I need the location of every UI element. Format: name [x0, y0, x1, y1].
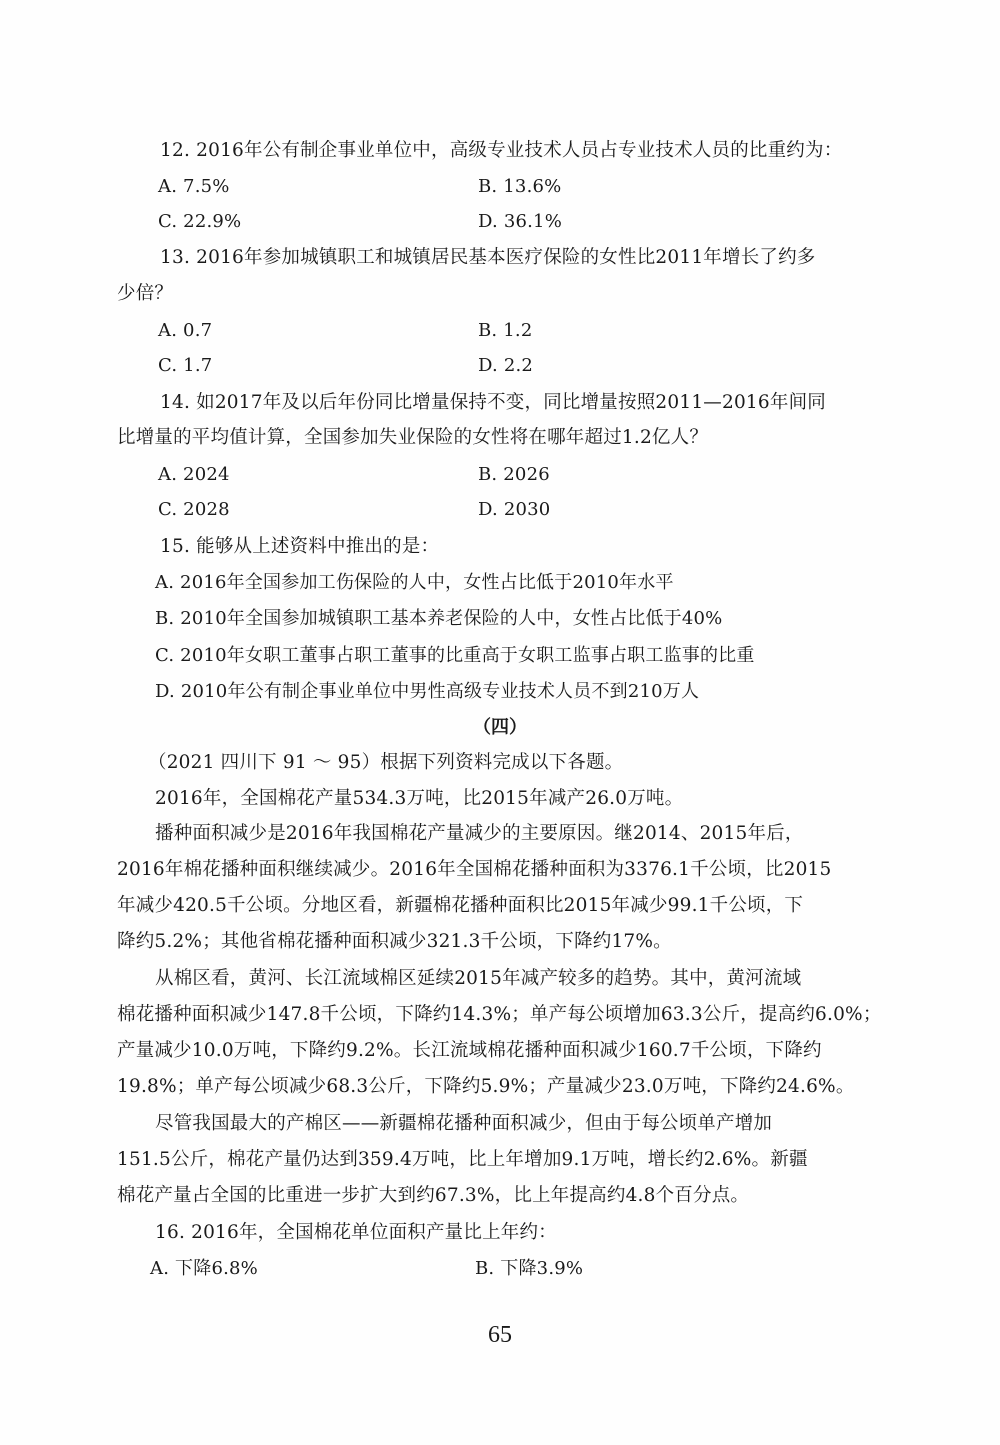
- question-stem-line: 能够从上述资料中推出的是：: [196, 536, 440, 557]
- question-14-stem-cont: 比增量的平均值计算，全国参加失业保险的女性将在哪年超过1.2亿人？: [117, 427, 709, 448]
- option-15-c[interactable]: C. 2010年女职工董事占职工董事的比重高于女职工监事占职工监事的比重: [155, 645, 755, 666]
- material-paragraph-1: 2016年，全国棉花产量534.3万吨，比2015年减产26.0万吨。: [155, 788, 684, 809]
- question-number: 15.: [160, 536, 191, 557]
- question-stem-line: 2016年公有制企事业单位中，高级专业技术人员占专业技术人员的比重约为：: [196, 140, 843, 161]
- section-intro: （2021 四川下 91 ～ 95）根据下列资料完成以下各题。: [148, 752, 624, 773]
- page-number: 65: [488, 1322, 512, 1348]
- question-15-stem: [160, 534, 439, 560]
- question-number: 12.: [160, 140, 191, 161]
- option-15-a[interactable]: A. 2016年全国参加工伤保险的人中，女性占比低于2010年水平: [155, 572, 674, 593]
- option-12-d[interactable]: D. 36.1%: [478, 211, 563, 232]
- option-14-c[interactable]: C. 2028: [158, 499, 230, 520]
- option-13-c[interactable]: C. 1.7: [158, 355, 213, 376]
- question-13-stem: [160, 245, 816, 271]
- question-12-stem: [160, 138, 842, 164]
- material-paragraph-2-line-2: 2016年棉花播种面积继续减少。2016年全国棉花播种面积为3376.1千公顷，比2015: [117, 859, 832, 880]
- section-title: （四）: [473, 717, 527, 738]
- option-13-d[interactable]: D. 2.2: [478, 355, 534, 376]
- material-paragraph-3-line-1: 从棉区看，黄河、长江流域棉区延续2015年减产较多的趋势。其中，黄河流域: [155, 968, 802, 989]
- material-paragraph-4-line-3: 棉花产量占全国的比重进一步扩大到约67.3%，比上年提高约4.8个百分点。: [117, 1185, 750, 1206]
- question-stem-line: 如2017年及以后年份同比增量保持不变，同比增量按照2011—2016年间同: [196, 392, 826, 413]
- question-number: 13.: [160, 247, 191, 268]
- option-12-c[interactable]: C. 22.9%: [158, 211, 242, 232]
- material-paragraph-3-line-2: 棉花播种面积减少147.8千公顷，下降约14.3%；单产每公顷增加63.3公斤，提高约6.0%；: [117, 1004, 882, 1025]
- material-paragraph-4-line-2: 151.5公斤，棉花产量仍达到359.4万吨，比上年增加9.1万吨，增长约2.6%。新疆: [117, 1149, 808, 1170]
- material-paragraph-3-line-4: 19.8%；单产每公顷减少68.3公斤，下降约5.9%；产量减少23.0万吨，下降约24.6%。: [117, 1076, 855, 1097]
- option-14-b[interactable]: B. 2026: [478, 464, 550, 485]
- material-paragraph-4-line-1: 尽管我国最大的产棉区——新疆棉花播种面积减少，但由于每公顷单产增加: [155, 1113, 773, 1134]
- option-15-b[interactable]: B. 2010年全国参加城镇职工基本养老保险的人中，女性占比低于40%: [155, 608, 723, 629]
- option-13-b[interactable]: B. 1.2: [478, 320, 533, 341]
- question-14-stem: [160, 390, 826, 416]
- option-15-d[interactable]: D. 2010年公有制企事业单位中男性高级专业技术人员不到210万人: [155, 681, 700, 702]
- option-16-b[interactable]: B. 下降3.9%: [475, 1258, 584, 1279]
- question-13-stem-cont: 少倍？: [117, 283, 174, 304]
- material-paragraph-2-line-1: 播种面积减少是2016年我国棉花产量减少的主要原因。继2014、2015年后，: [155, 823, 804, 844]
- material-paragraph-2-line-3: 年减少420.5千公顷。分地区看，新疆棉花播种面积比2015年减少99.1千公顷，下: [117, 895, 804, 916]
- material-paragraph-3-line-3: 产量减少10.0万吨，下降约9.2%。长江流域棉花播种面积减少160.7千公顷，下降约: [117, 1040, 822, 1061]
- option-16-a[interactable]: A. 下降6.8%: [150, 1258, 258, 1279]
- option-13-a[interactable]: A. 0.7: [158, 320, 213, 341]
- question-stem-line: 2016年参加城镇职工和城镇居民基本医疗保险的女性比2011年增长了约多: [196, 247, 816, 268]
- option-14-a[interactable]: A. 2024: [158, 464, 230, 485]
- option-14-d[interactable]: D. 2030: [478, 499, 551, 520]
- option-12-b[interactable]: B. 13.6%: [478, 176, 562, 197]
- option-12-a[interactable]: A. 7.5%: [158, 176, 230, 197]
- material-paragraph-2-line-4: 降约5.2%；其他省棉花播种面积减少321.3千公顷，下降约17%。: [117, 931, 672, 952]
- question-16-stem: 16. 2016年，全国棉花单位面积产量比上年约：: [155, 1222, 557, 1243]
- question-number: 14.: [160, 392, 191, 413]
